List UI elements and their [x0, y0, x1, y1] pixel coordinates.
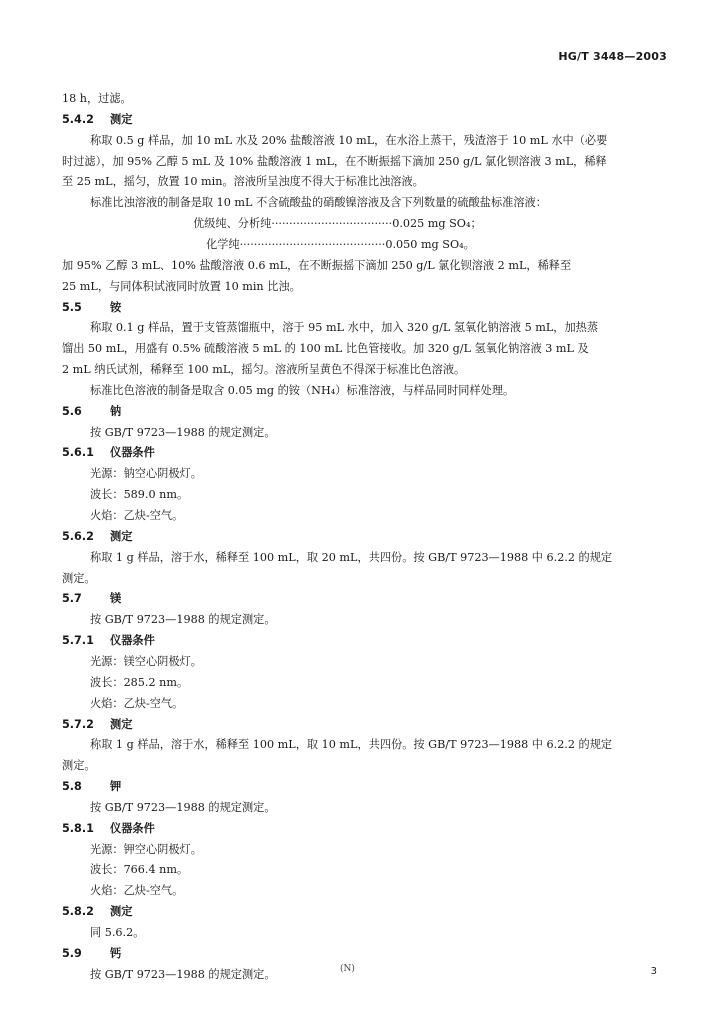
- text-line: 按 GB/T 9723—1988 的规定测定。: [90, 967, 276, 981]
- text-line: 火焰：乙炔-空气。: [90, 884, 184, 898]
- section-heading: [62, 528, 132, 544]
- section-number: 5.8.1: [62, 821, 94, 835]
- section-heading: [62, 403, 121, 419]
- text-line: 波长：589.0 nm。: [90, 488, 189, 502]
- section-heading: [62, 945, 121, 961]
- section-heading: [62, 111, 132, 127]
- section-title: 钠: [110, 404, 122, 418]
- section-title: 钾: [110, 780, 122, 794]
- section-title: 测定: [110, 529, 133, 543]
- text-line: 测定。: [62, 759, 96, 773]
- text-line: 同 5.6.2。: [90, 926, 145, 939]
- section-title: 测定: [110, 905, 133, 919]
- section-heading: [62, 716, 132, 732]
- section-title: 仪器条件: [110, 634, 155, 648]
- section-number: 5.8: [62, 780, 82, 794]
- section-title: 测定: [110, 112, 133, 126]
- section-heading: [62, 444, 155, 460]
- section-number: 5.4.2: [62, 112, 94, 126]
- scan-speck: [78, 28, 81, 31]
- text-line: 按 GB/T 9723—1988 的规定测定。: [90, 800, 276, 814]
- text-line: 馏出 50 mL，用盛有 0.5% 硫酸溶液 5 mL 的 100 mL 比色管接收。加 320 g/L 氢氧化钠溶液 3 mL 及: [62, 342, 589, 356]
- text-line: 称取 0.1 g 样品，置于支管蒸馏瓶中，溶于 95 mL 水中，加入 320 g/L 氢氧化钠溶液 5 mL，加热蒸: [90, 321, 599, 335]
- text-line: 光源：钠空心阴极灯。: [90, 467, 202, 481]
- text-line: 标准比色溶液的制备是取含 0.05 mg 的铵（NH₄）标准溶液，与样品同时同样处理。: [90, 383, 515, 397]
- section-title: 钙: [110, 946, 122, 960]
- text-line: 火焰：乙炔-空气。: [90, 696, 184, 710]
- section-number: 5.7.2: [62, 717, 94, 731]
- section-heading: [62, 903, 132, 919]
- text-line: 标准比浊溶液的制备是取 10 mL 不含硫酸盐的硝酸镍溶液及含下列数量的硫酸盐标准溶液：: [90, 196, 547, 210]
- section-title: 铵: [110, 300, 122, 314]
- text-line: 25 mL，与同体积试液同时放置 10 min 比浊。: [62, 279, 301, 293]
- footer-mark: (N): [340, 964, 355, 974]
- text-line: 测定。: [62, 571, 96, 585]
- spec-line: 优级纯、分析纯··································0.025 mg SO₄；: [193, 217, 482, 231]
- section-number: 5.7: [62, 592, 82, 606]
- section-number: 5.5: [62, 300, 82, 314]
- text-line: 按 GB/T 9723—1988 的规定测定。: [90, 425, 276, 439]
- section-heading: [62, 778, 121, 794]
- text-line: 光源：镁空心阴极灯。: [90, 654, 202, 668]
- text-line: 按 GB/T 9723—1988 的规定测定。: [90, 613, 276, 627]
- text-line: 称取 1 g 样品，溶于水，稀释至 100 mL，取 20 mL，共四份。按 GB/T 9723—1988 中 6.2.2 的规定: [90, 550, 613, 564]
- section-heading: [62, 820, 155, 836]
- section-number: 5.8.2: [62, 905, 94, 919]
- text-line: 18 h，过滤。: [62, 92, 132, 105]
- section-title: 镁: [110, 592, 122, 606]
- text-line: 波长：285.2 nm。: [90, 675, 189, 689]
- page-number: 3: [650, 966, 657, 977]
- section-heading: [62, 299, 121, 315]
- text-line: 火焰：乙炔-空气。: [90, 509, 184, 522]
- section-number: 5.6.2: [62, 529, 94, 543]
- section-number: 5.6: [62, 404, 82, 418]
- section-title: 测定: [110, 717, 133, 731]
- text-line: 光源：钾空心阴极灯。: [90, 842, 202, 856]
- text-line: 2 mL 纳氏试剂，稀释至 100 mL，摇匀。溶液所呈黄色不得深于标准比色溶液。: [62, 363, 466, 377]
- spec-line: 化学纯·········································0.050 mg SO₄。: [206, 237, 475, 251]
- section-number: 5.9: [62, 946, 82, 960]
- section-heading: [62, 590, 121, 606]
- section-title: 仪器条件: [110, 446, 155, 460]
- text-line: 时过滤），加 95% 乙醇 5 mL 及 10% 盐酸溶液 1 mL，在不断振摇下滴加 250 g/L 氯化钡溶液 3 mL，稀释: [62, 154, 607, 168]
- text-line: 称取 1 g 样品，溶于水，稀释至 100 mL，取 10 mL，共四份。按 GB/T 9723—1988 中 6.2.2 的规定: [90, 738, 613, 752]
- text-line: 波长：766.4 nm。: [90, 863, 189, 877]
- section-number: 5.7.1: [62, 634, 94, 648]
- section-heading: [62, 632, 155, 648]
- standard-number: HG/T 3448—2003: [558, 50, 667, 63]
- text-line: 称取 0.5 g 样品，加 10 mL 水及 20% 盐酸溶液 10 mL，在水浴上蒸干，残渣溶于 10 mL 水中（必要: [90, 133, 608, 147]
- text-line: 加 95% 乙醇 3 mL、10% 盐酸溶液 0.6 mL，在不断振摇下滴加 250 g/L 氯化钡溶液 2 mL，稀释至: [62, 258, 572, 272]
- section-title: 仪器条件: [110, 821, 155, 835]
- section-number: 5.6.1: [62, 446, 94, 460]
- text-line: 至 25 mL，摇匀，放置 10 min。溶液所呈浊度不得大于标准比浊溶液。: [62, 175, 424, 189]
